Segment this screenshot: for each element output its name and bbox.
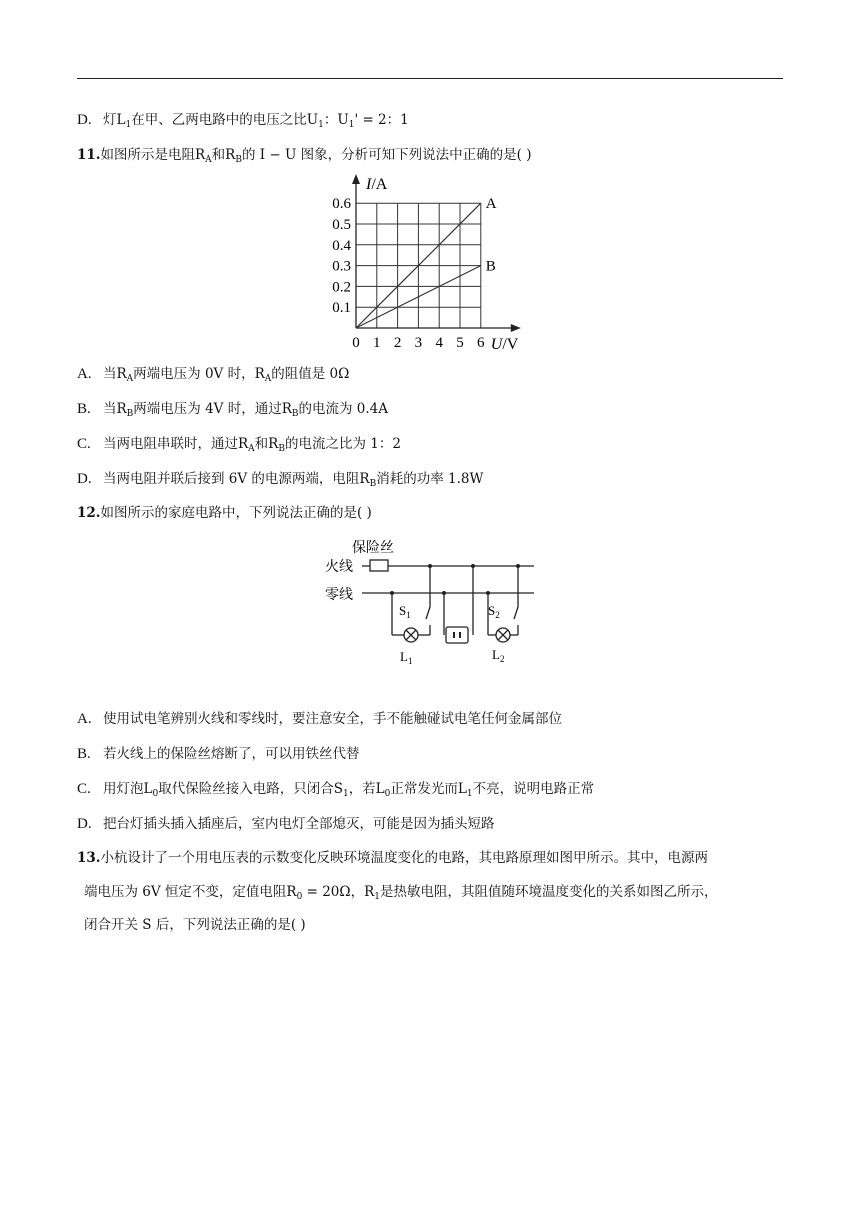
text: 消耗的功率 1.8W (376, 471, 484, 487)
text: 的阻值是 0Ω (271, 366, 350, 382)
text: 若火线上的保险丝熔断了，可以用铁丝代替 (103, 746, 360, 762)
text: 不亮，说明电路正常 (472, 781, 595, 797)
q12-option-b[interactable] (77, 744, 360, 764)
q12-stem (77, 503, 372, 523)
y-tick-label: 0.6 (332, 196, 351, 213)
subscript: A (264, 374, 272, 384)
lamp-l2-label: $L_2$ (492, 647, 505, 664)
q12-option-d[interactable] (77, 814, 495, 834)
text: 取代保险丝接入电路，只闭合S (158, 781, 343, 797)
text: 灯L (103, 112, 126, 128)
household-circuit (322, 535, 542, 665)
text: 闭合开关 S 后，下列说法正确的是( ) (84, 917, 306, 933)
x-tick-label: 4 (435, 335, 443, 351)
text: 用灯泡L (103, 781, 153, 797)
text: 的电流为 0.4A (298, 401, 389, 417)
switch-s1-label: $S_1$ (399, 603, 411, 620)
y-axis-arrow (352, 174, 360, 184)
iu-chart (320, 172, 532, 358)
y-tick-label: 0.1 (332, 300, 351, 317)
option-letter: D. (77, 471, 92, 487)
x-tick-label: 3 (414, 335, 423, 351)
subscript: 0 (152, 789, 159, 799)
text: 使用试电笔辨别火线和零线时，要注意安全，手不能触碰试电笔任何金属部位 (103, 711, 562, 727)
text: 小杭设计了一个用电压表的示数变化反映环境温度变化的电路，其电路原理如图甲所示。其中，电源两 (100, 850, 708, 866)
option-letter: C. (77, 436, 91, 452)
question-number: 13. (77, 850, 101, 866)
switch-s2-label: $S_2$ (488, 603, 500, 620)
socket-symbol (446, 627, 468, 643)
subscript: A (126, 374, 134, 384)
text: 如图所示的家庭电路中，下列说法正确的是( ) (100, 505, 372, 521)
subscript: B (291, 409, 299, 419)
text: 两端电压为 0V 时，R (133, 366, 265, 382)
subscript: 0 (296, 892, 303, 902)
q11-stem (77, 145, 531, 165)
series-label-a: A (485, 196, 497, 213)
fuse-label: 保险丝 (352, 540, 394, 556)
subscript: B (235, 155, 242, 165)
header-rule (77, 78, 783, 79)
text: ' = 2：1 (354, 112, 409, 128)
option-letter: D. (77, 112, 92, 128)
q11-option-d[interactable] (77, 469, 483, 489)
subscript: 1 (125, 120, 132, 130)
option-letter: C. (77, 781, 91, 797)
text: 在甲、乙两电路中的电压之比U (131, 112, 319, 128)
q10-option-d[interactable] (77, 110, 409, 130)
q12-option-c[interactable] (77, 779, 594, 799)
question-number: 11. (77, 147, 101, 163)
q13-stem-line1 (77, 848, 708, 868)
option-letter: B. (77, 401, 91, 417)
q11-option-c[interactable] (77, 434, 401, 454)
text: 如图所示是电阻R (100, 147, 206, 163)
x-axis-arrow (511, 324, 521, 332)
subscript: 1 (374, 892, 380, 902)
text: 的 I − U 图象，分析可知下列说法中正确的是( ) (241, 147, 532, 163)
text: 的电流之比为 1：2 (284, 436, 401, 452)
q12-option-a[interactable] (77, 709, 562, 729)
subscript: B (369, 479, 377, 489)
fuse-symbol (370, 560, 388, 571)
x-tick-label: 6 (477, 335, 485, 351)
subscript: A (248, 444, 255, 454)
x-tick-label: 5 (456, 335, 464, 351)
text: 把台灯插头插入插座后，室内电灯全部熄灭，可能是因为插头短路 (103, 816, 495, 832)
series-label-b: B (485, 258, 496, 275)
lamp-l1-label: $L_1$ (400, 649, 413, 665)
text: 当R (103, 366, 127, 382)
subscript: 1 (318, 120, 324, 130)
q11-option-a[interactable] (77, 364, 349, 384)
option-letter: D. (77, 816, 92, 832)
text: 是热敏电阻，其阻值随环境温度变化的关系如图乙所示， (380, 884, 718, 900)
q13-stem-line2 (84, 882, 718, 902)
subscript: B (278, 444, 285, 454)
option-letter: A. (77, 711, 92, 727)
text: 和R (254, 436, 279, 452)
subscript: 0 (384, 789, 391, 799)
text: 正常发光而L (390, 781, 467, 797)
subscript: 1 (342, 789, 349, 799)
subscript: 1 (348, 120, 355, 130)
text: 两端电压为 4V 时，通过R (133, 401, 292, 417)
y-tick-label: 0.4 (332, 237, 351, 254)
text: 当R (103, 401, 127, 417)
text: 当两电阻串联时，通过R (103, 436, 249, 452)
text: ：U (323, 112, 349, 128)
x-tick-label: 0 (352, 335, 360, 351)
x-axis-label: U/V (490, 336, 519, 353)
text: ，若L (348, 781, 385, 797)
option-letter: A. (77, 366, 92, 382)
x-tick-label: 2 (393, 335, 402, 351)
subscript: B (126, 409, 134, 419)
subscript: A (205, 155, 212, 165)
subscript: 1 (466, 789, 473, 799)
question-number: 12. (77, 505, 101, 521)
text: 端电压为 6V 恒定不变，定值电阻R (84, 884, 297, 900)
neutral-label: 零线 (325, 587, 353, 603)
y-tick-label: 0.5 (332, 217, 351, 233)
text: 当两电阻并联后接到 6V 的电源两端，电阻R (103, 471, 370, 487)
option-letter: B. (77, 746, 91, 762)
q13-stem-line3 (84, 915, 306, 935)
y-tick-label: 0.3 (332, 258, 351, 275)
y-tick-label: 0.2 (332, 279, 351, 296)
x-tick-label: 1 (373, 335, 381, 351)
text: 和R (211, 147, 236, 163)
text: = 20Ω，R (302, 884, 375, 900)
q11-option-b[interactable] (77, 399, 388, 419)
live-label: 火线 (325, 559, 353, 575)
y-axis-label: I/A (366, 176, 388, 193)
